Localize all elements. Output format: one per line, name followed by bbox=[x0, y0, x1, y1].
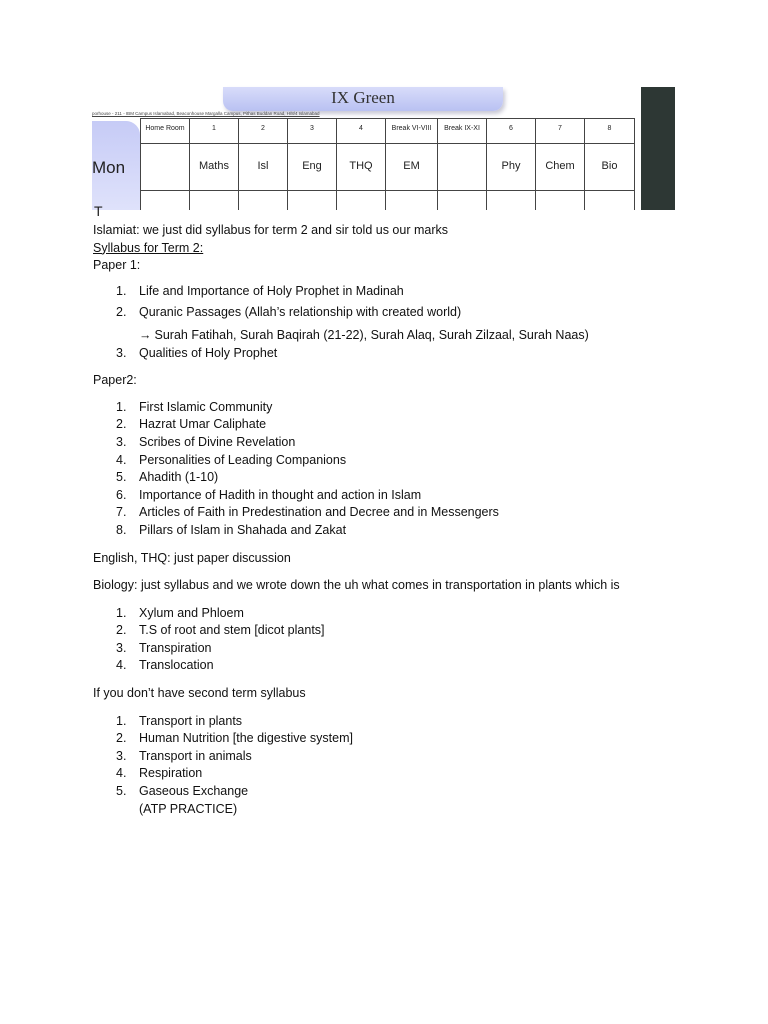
cell-period-3: Eng bbox=[302, 160, 322, 172]
header-period-6: 6 bbox=[509, 125, 513, 132]
class-title-banner: IX Green bbox=[223, 87, 503, 111]
biology-list bbox=[93, 605, 713, 675]
list-item: 2. T.S of root and stem [dicot plants] bbox=[116, 623, 325, 638]
paper1-list bbox=[93, 283, 713, 322]
second-term-list bbox=[93, 713, 713, 801]
paper1-label: Paper 1: bbox=[93, 258, 141, 273]
header-period-1: 1 bbox=[212, 125, 216, 132]
timetable-image bbox=[92, 87, 675, 219]
list-item: 2. Human Nutrition [the digestive system] bbox=[116, 731, 353, 746]
second-term-line: If you don’t have second term syllabus bbox=[93, 686, 306, 701]
list-item: 1. Xylum and Phloem bbox=[116, 605, 244, 620]
school-address-line: porhouse - 211 - IBM Campus Islamabad, Beaconhouse Margalla Campus, Pithas Buddan Road, H/8/4 Islamabad bbox=[92, 111, 320, 116]
cell-break-vi-viii: EM bbox=[403, 160, 420, 172]
cell-period-2: Isl bbox=[257, 160, 269, 172]
header-period-2: 2 bbox=[261, 125, 265, 132]
list-item: 5. Gaseous Exchange bbox=[116, 784, 249, 799]
list-item: 7. Articles of Faith in Predestination and Decree and in Messengers bbox=[116, 505, 499, 520]
paper1-list-cont bbox=[93, 345, 713, 363]
list-item: 1. Life and Importance of Holy Prophet in Madinah bbox=[116, 283, 404, 298]
biology-line: Biology: just syllabus and we wrote down the uh what comes in transportation in plants which is bbox=[93, 578, 620, 593]
list-item: 3. Scribes of Divine Revelation bbox=[116, 434, 296, 449]
header-break-ix-xi: Break IX-XI bbox=[444, 125, 480, 132]
day-label-next: T bbox=[94, 203, 103, 219]
image-dark-edge bbox=[641, 87, 675, 210]
header-period-4: 4 bbox=[359, 125, 363, 132]
islamiat-intro: Islamiat: we just did syllabus for term 2 and sir told us our marks bbox=[93, 223, 448, 237]
list-item: 6. Importance of Hadith in thought and action in Islam bbox=[116, 487, 422, 502]
arrow-right-icon: → bbox=[139, 327, 152, 342]
header-period-3: 3 bbox=[310, 125, 314, 132]
atp-practice-note: (ATP PRACTICE) bbox=[139, 801, 238, 816]
list-item: 4. Translocation bbox=[116, 658, 214, 673]
list-item: 4. Respiration bbox=[116, 766, 203, 781]
syllabus-heading: Syllabus for Term 2: bbox=[93, 240, 204, 255]
paper1-subnote: → Surah Fatihah, Surah Baqirah (21-22), Surah Alaq, Surah Zilzaal, Surah Naas) bbox=[93, 327, 713, 345]
cell-period-8: Bio bbox=[601, 160, 618, 172]
cell-period-7: Chem bbox=[545, 160, 575, 172]
list-item: 3. Qualities of Holy Prophet bbox=[116, 345, 278, 360]
list-item: 1. First Islamic Community bbox=[116, 399, 273, 414]
list-item: 3. Transpiration bbox=[116, 640, 212, 655]
header-period-8: 8 bbox=[607, 125, 612, 132]
paper2-list bbox=[93, 399, 713, 540]
list-item: 8. Pillars of Islam in Shahada and Zakat bbox=[116, 522, 347, 537]
day-label-mon: Mon bbox=[92, 158, 126, 177]
document-body bbox=[93, 222, 713, 818]
header-period-7: 7 bbox=[558, 125, 562, 132]
list-item: 4. Personalities of Leading Companions bbox=[116, 452, 347, 467]
english-thq-line: English, THQ: just paper discussion bbox=[93, 550, 291, 565]
list-item: 2. Quranic Passages (Allah’s relationship with created world) bbox=[116, 305, 462, 320]
header-home-room: Home Room bbox=[145, 125, 185, 132]
list-item: 3. Transport in animals bbox=[116, 748, 252, 763]
list-item: 1. Transport in plants bbox=[116, 713, 243, 728]
list-item: 2. Hazrat Umar Caliphate bbox=[116, 417, 267, 432]
cell-period-4: THQ bbox=[349, 160, 373, 172]
header-break-vi-viii: Break VI-VIII bbox=[391, 125, 432, 132]
timetable-grid bbox=[92, 87, 641, 210]
list-item: 5. Ahadith (1-10) bbox=[116, 470, 219, 485]
cell-period-1: Maths bbox=[199, 160, 229, 172]
paper2-label: Paper2: bbox=[93, 373, 137, 388]
cell-period-6: Phy bbox=[501, 160, 521, 172]
